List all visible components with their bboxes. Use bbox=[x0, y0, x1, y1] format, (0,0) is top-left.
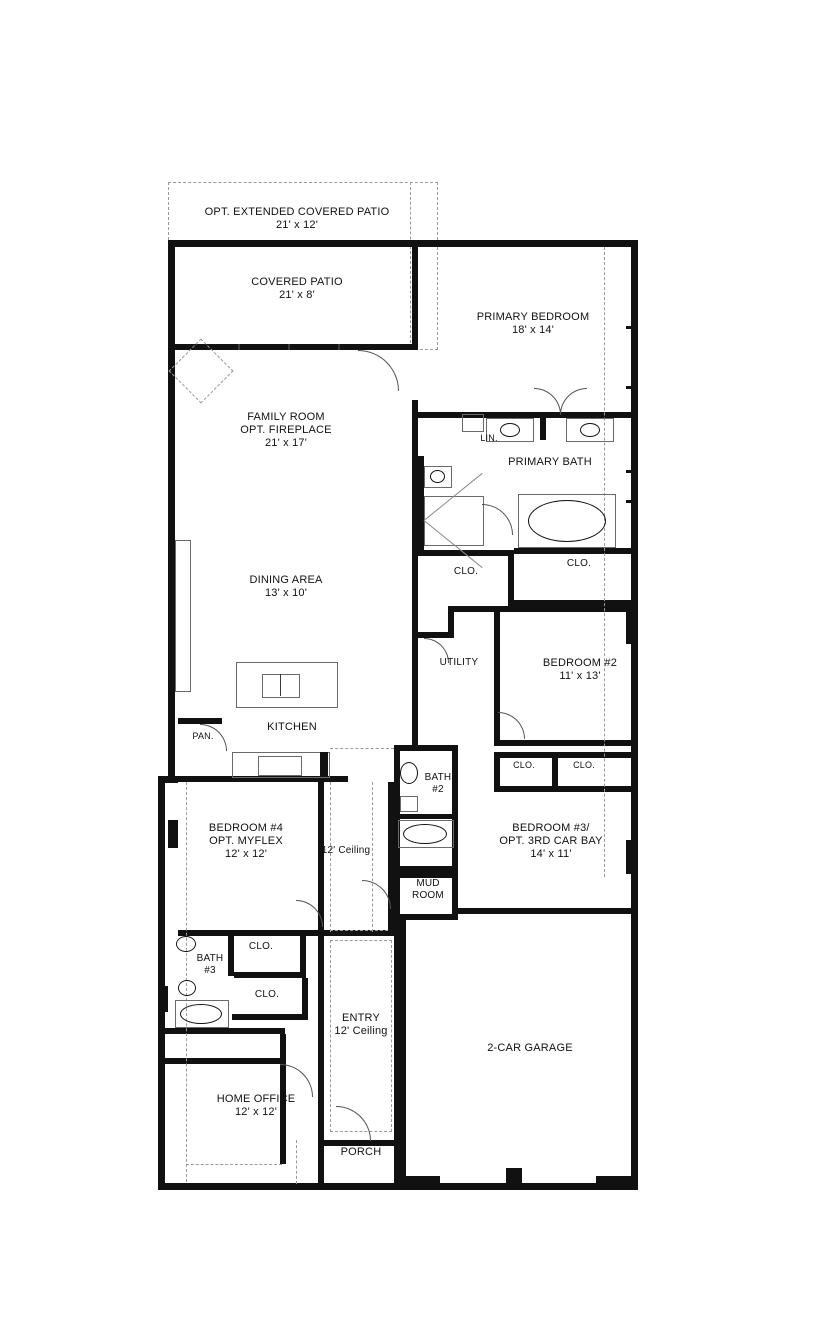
wall-garage-left bbox=[400, 920, 406, 1184]
label-bedroom-3-sub1: OPT. 3RD CAR BAY bbox=[499, 834, 603, 847]
wall-closet-lower-right bbox=[302, 978, 308, 1018]
label-bedroom-2: BEDROOM #2 11' x 13' bbox=[542, 657, 618, 682]
wall-bed3-closet-divider bbox=[552, 752, 558, 786]
kitchen-range bbox=[258, 756, 302, 776]
wall-exterior-right bbox=[631, 240, 638, 1190]
door-swing-bed2 bbox=[498, 712, 525, 739]
wall-exterior-bottom bbox=[158, 1183, 638, 1190]
label-primary-bedroom: PRIMARY BEDROOM 18' x 14' bbox=[476, 311, 590, 336]
window-top-1 bbox=[452, 240, 486, 247]
dash-guide-hall-bottom bbox=[330, 930, 388, 931]
label-closet-primary-left: CLO. bbox=[453, 566, 479, 577]
bath2-wall-split bbox=[398, 814, 454, 819]
label-closet-b3-left: CLO. bbox=[513, 760, 535, 770]
label-closet-primary-right: CLO. bbox=[566, 558, 592, 569]
wall-bed4-right bbox=[318, 782, 324, 932]
primary-shower bbox=[424, 496, 484, 546]
door-swing-primary-bath bbox=[482, 504, 513, 535]
door-swing-patio bbox=[358, 350, 399, 391]
dining-niche bbox=[175, 540, 191, 692]
kitchen-sink-divider bbox=[280, 674, 281, 696]
dash-guide-hall-right bbox=[372, 782, 373, 932]
wall-primary-closet-split bbox=[508, 550, 514, 606]
wall-closet-lower-bottom bbox=[232, 1014, 308, 1020]
door-swing-mud bbox=[362, 880, 391, 909]
window-top-2 bbox=[560, 240, 594, 247]
wall-garage-top bbox=[400, 914, 458, 920]
patio-door-tick-1 bbox=[238, 344, 240, 350]
garage-door-jamb-left bbox=[400, 1176, 440, 1184]
window-left-2 bbox=[158, 986, 168, 1012]
label-dining-area: DINING AREA 13' x 10' bbox=[249, 574, 323, 599]
wall-bed3-left bbox=[452, 786, 458, 914]
label-bedroom-4: BEDROOM #4 OPT. MYFLEX 12' x 12' bbox=[176, 822, 316, 861]
bath3-toilet bbox=[178, 980, 196, 996]
label-entry: ENTRY 12' Ceiling bbox=[334, 1012, 388, 1037]
label-lin: LIN. bbox=[480, 433, 498, 443]
wall-closet-b4-right bbox=[300, 936, 306, 978]
label-bath-2: BATH #2 bbox=[424, 772, 452, 795]
label-bedroom-4-sub2: 12' x 12' bbox=[224, 847, 268, 860]
garage-door-jamb-right bbox=[596, 1176, 638, 1184]
label-closet-b4-upper: CLO. bbox=[248, 941, 274, 952]
wall-primary-closet-top bbox=[514, 548, 638, 554]
label-family-room-sub2: 21' x 17' bbox=[264, 436, 308, 449]
label-mud-room: MUD ROOM bbox=[412, 878, 444, 901]
label-porch: PORCH bbox=[340, 1146, 382, 1158]
bath2-toilet bbox=[400, 796, 418, 812]
garage-door-pillar bbox=[506, 1168, 522, 1184]
wall-utility-bottom bbox=[412, 632, 454, 638]
label-bedroom-3: BEDROOM #3/ OPT. 3RD CAR BAY 14' x 11' bbox=[466, 822, 636, 861]
kitchen-sink bbox=[262, 674, 300, 698]
wall-bed3-closet-bottom bbox=[494, 786, 638, 792]
patio-door-tick-3 bbox=[338, 344, 340, 350]
dash-guide-kitchen bbox=[330, 748, 394, 749]
label-two-car-garage: 2-CAR GARAGE bbox=[487, 1042, 573, 1054]
wall-exterior-left-upper bbox=[168, 240, 175, 780]
label-utility: UTILITY bbox=[439, 657, 479, 668]
label-primary-bath: PRIMARY BATH bbox=[508, 456, 592, 468]
dash-guide-porch bbox=[296, 1140, 297, 1184]
wall-hall-right bbox=[388, 782, 394, 932]
wall-office-top bbox=[165, 1058, 285, 1064]
wall-bath2-top bbox=[394, 745, 452, 751]
label-bath-3: BATH #3 bbox=[196, 953, 224, 976]
label-hall-ceiling: 12' Ceiling bbox=[321, 845, 371, 856]
label-home-office: HOME OFFICE 12' x 12' bbox=[216, 1093, 296, 1118]
window-right-4 bbox=[626, 500, 638, 503]
label-bedroom-4-sub1: OPT. MYFLEX bbox=[209, 834, 283, 847]
label-family-room-sub1: OPT. FIREPLACE bbox=[240, 423, 332, 436]
wall-bed3-closet-top bbox=[494, 752, 638, 758]
dash-guide-office-bottom bbox=[186, 1164, 282, 1165]
wall-bath3-bottom bbox=[165, 1028, 285, 1034]
label-family-room: FAMILY ROOM OPT. FIREPLACE 21' x 17' bbox=[186, 411, 386, 450]
wall-exterior-top-patio bbox=[168, 240, 426, 247]
wall-bed2-bottom bbox=[494, 740, 638, 746]
dash-guide-hall-left bbox=[330, 782, 331, 932]
primary-tub bbox=[528, 500, 606, 542]
wall-bed3-bottom bbox=[452, 908, 638, 914]
opt-patio-divider bbox=[410, 182, 411, 348]
patio-door-tick-2 bbox=[288, 344, 290, 350]
bath2-tub-basin bbox=[403, 824, 447, 844]
wall-bed2-top bbox=[500, 606, 638, 612]
label-opt-extended-covered-patio: OPT. EXTENDED COVERED PATIO 21' x 12' bbox=[204, 206, 390, 231]
label-pantry: PAN. bbox=[192, 731, 214, 741]
label-kitchen: KITCHEN bbox=[267, 721, 317, 733]
primary-toilet bbox=[430, 470, 445, 483]
wall-center-vertical-upper bbox=[412, 247, 418, 347]
label-closet-b4-lower: CLO. bbox=[254, 989, 280, 1000]
label-closet-b3-right: CLO. bbox=[573, 760, 595, 770]
door-swing-primary-bedroom bbox=[534, 388, 561, 415]
primary-vanity-wall-split bbox=[540, 412, 546, 440]
bath3-tub-basin bbox=[180, 1004, 222, 1024]
primary-sink-right bbox=[580, 423, 600, 437]
wall-closet-b4-bottom bbox=[234, 972, 306, 978]
label-bedroom-3-sub2: 14' x 11' bbox=[530, 847, 572, 860]
window-right-5 bbox=[626, 610, 638, 644]
primary-wc bbox=[462, 414, 484, 432]
wall-center-vertical-mid bbox=[412, 400, 418, 745]
window-right-2 bbox=[626, 386, 638, 389]
door-swing-primary-bedroom-2 bbox=[560, 388, 587, 415]
label-covered-patio: COVERED PATIO 21' x 8' bbox=[251, 276, 343, 301]
bath3-sink bbox=[176, 936, 196, 952]
wall-exterior-left-lower bbox=[158, 776, 165, 1190]
window-right-3 bbox=[626, 470, 638, 473]
kitchen-counter-end bbox=[320, 752, 328, 776]
